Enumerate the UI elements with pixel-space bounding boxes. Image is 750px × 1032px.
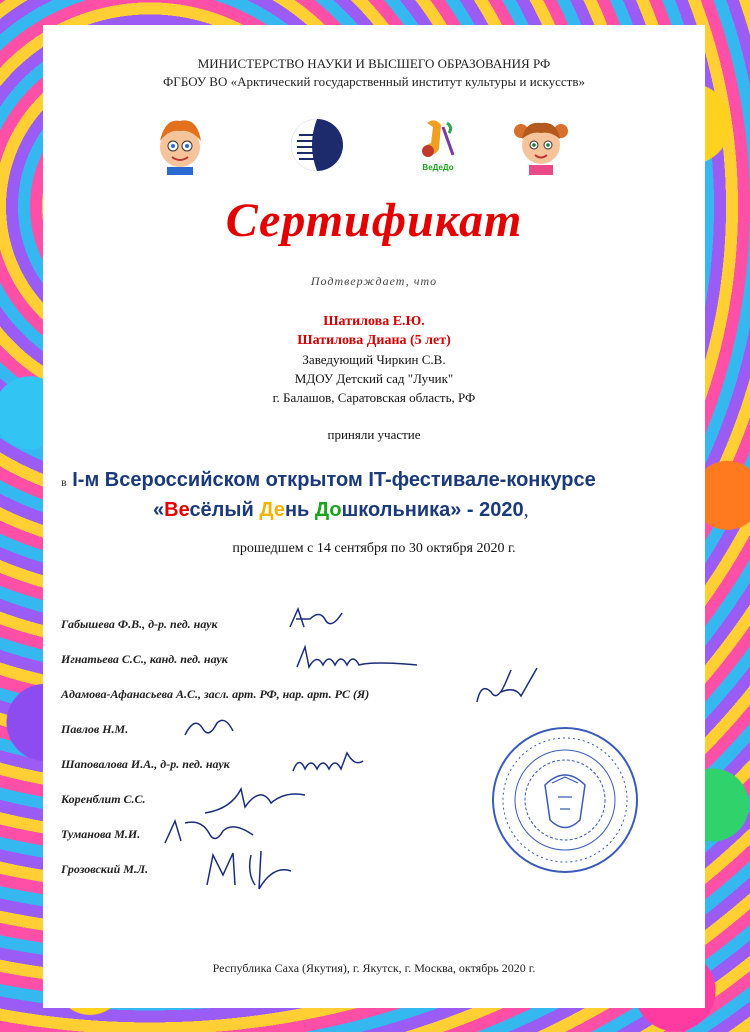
vededo-logo-text: ВеДеДо <box>422 163 454 172</box>
festival-n: нь <box>284 499 315 521</box>
official-seal-icon <box>490 725 640 875</box>
signatory-4: Павлов Н.М. <box>61 722 129 736</box>
footer-place-date: Республика Саха (Якутия), г. Якутск, г. Москва, октябрь 2020 г. <box>212 961 536 975</box>
signatory-5: Шаповалова И.А., д-р. пед. наук <box>61 757 230 771</box>
festival-line-2 <box>61 496 701 524</box>
festival-comma: , <box>523 499 529 521</box>
ministry-line-1: МИНИСТЕРСТВО НАУКИ И ВЫСШЕГО ОБРАЗОВАНИЯ РФ <box>197 56 551 71</box>
girl-mascot-icon <box>511 113 571 175</box>
boy-mascot-icon <box>155 113 205 175</box>
city-line: г. Балашов, Саратовская область, РФ <box>272 390 476 405</box>
signature-1 <box>286 605 346 635</box>
recipient-block <box>43 312 705 407</box>
signature-4 <box>181 713 241 743</box>
took-part-text: приняли участие <box>327 427 421 442</box>
confirms-text: Подтверждает, что <box>310 274 438 288</box>
certificate-title: Сертификат <box>225 194 523 247</box>
recipient-2: Шатилова Диана (5 лет) <box>297 333 451 348</box>
signature-3 <box>471 662 541 712</box>
signatory-1: Габышева Ф.В., д-р. пед. наук <box>61 617 218 631</box>
festival-quote: « <box>153 499 165 521</box>
recipient-1: Шатилова Е.Ю. <box>323 314 425 329</box>
signature-8 <box>201 845 311 895</box>
festival-de: Де <box>259 499 285 521</box>
festival-selyi: сёлый <box>189 499 260 521</box>
signatory-2: Игнатьева С.С., канд. пед. наук <box>61 652 228 666</box>
festival-prefix: в <box>61 475 67 489</box>
signatory-6: Коренблит С.С. <box>61 792 146 806</box>
signature-5 <box>289 747 369 783</box>
festival-line-1 <box>61 466 701 496</box>
organization-line: МДОУ Детский сад "Лучик" <box>294 371 454 386</box>
signature-2 <box>293 643 423 673</box>
head-line: Заведующий Чиркин С.В. <box>302 352 446 367</box>
ministry-header <box>43 55 705 91</box>
festival-rest: школьника» - 2020 <box>341 499 524 521</box>
dates-text: прошедшем с 14 сентября по 30 октября 2020 г. <box>232 541 516 556</box>
festival-name <box>61 466 701 524</box>
festival-ve: Ве <box>164 499 190 521</box>
festival-line-1-text: I-м Всероссийском открытом IT-фестивале-конкурсе <box>72 469 596 491</box>
signatory-7: Туманова М.И. <box>61 827 141 841</box>
signatory-8: Грозовский М.Л. <box>61 862 149 876</box>
signatory-3: Адамова-Афанасьева А.С., засл. арт. РФ, нар. арт. РС (Я) <box>61 687 370 701</box>
festival-do: До <box>314 499 342 521</box>
logo-row <box>43 113 705 183</box>
institute-logo-icon <box>289 117 345 173</box>
certificate-sheet <box>43 25 705 1008</box>
ministry-line-2: ФГБОУ ВО «Арктический государственный институт культуры и искусств» <box>163 74 585 89</box>
